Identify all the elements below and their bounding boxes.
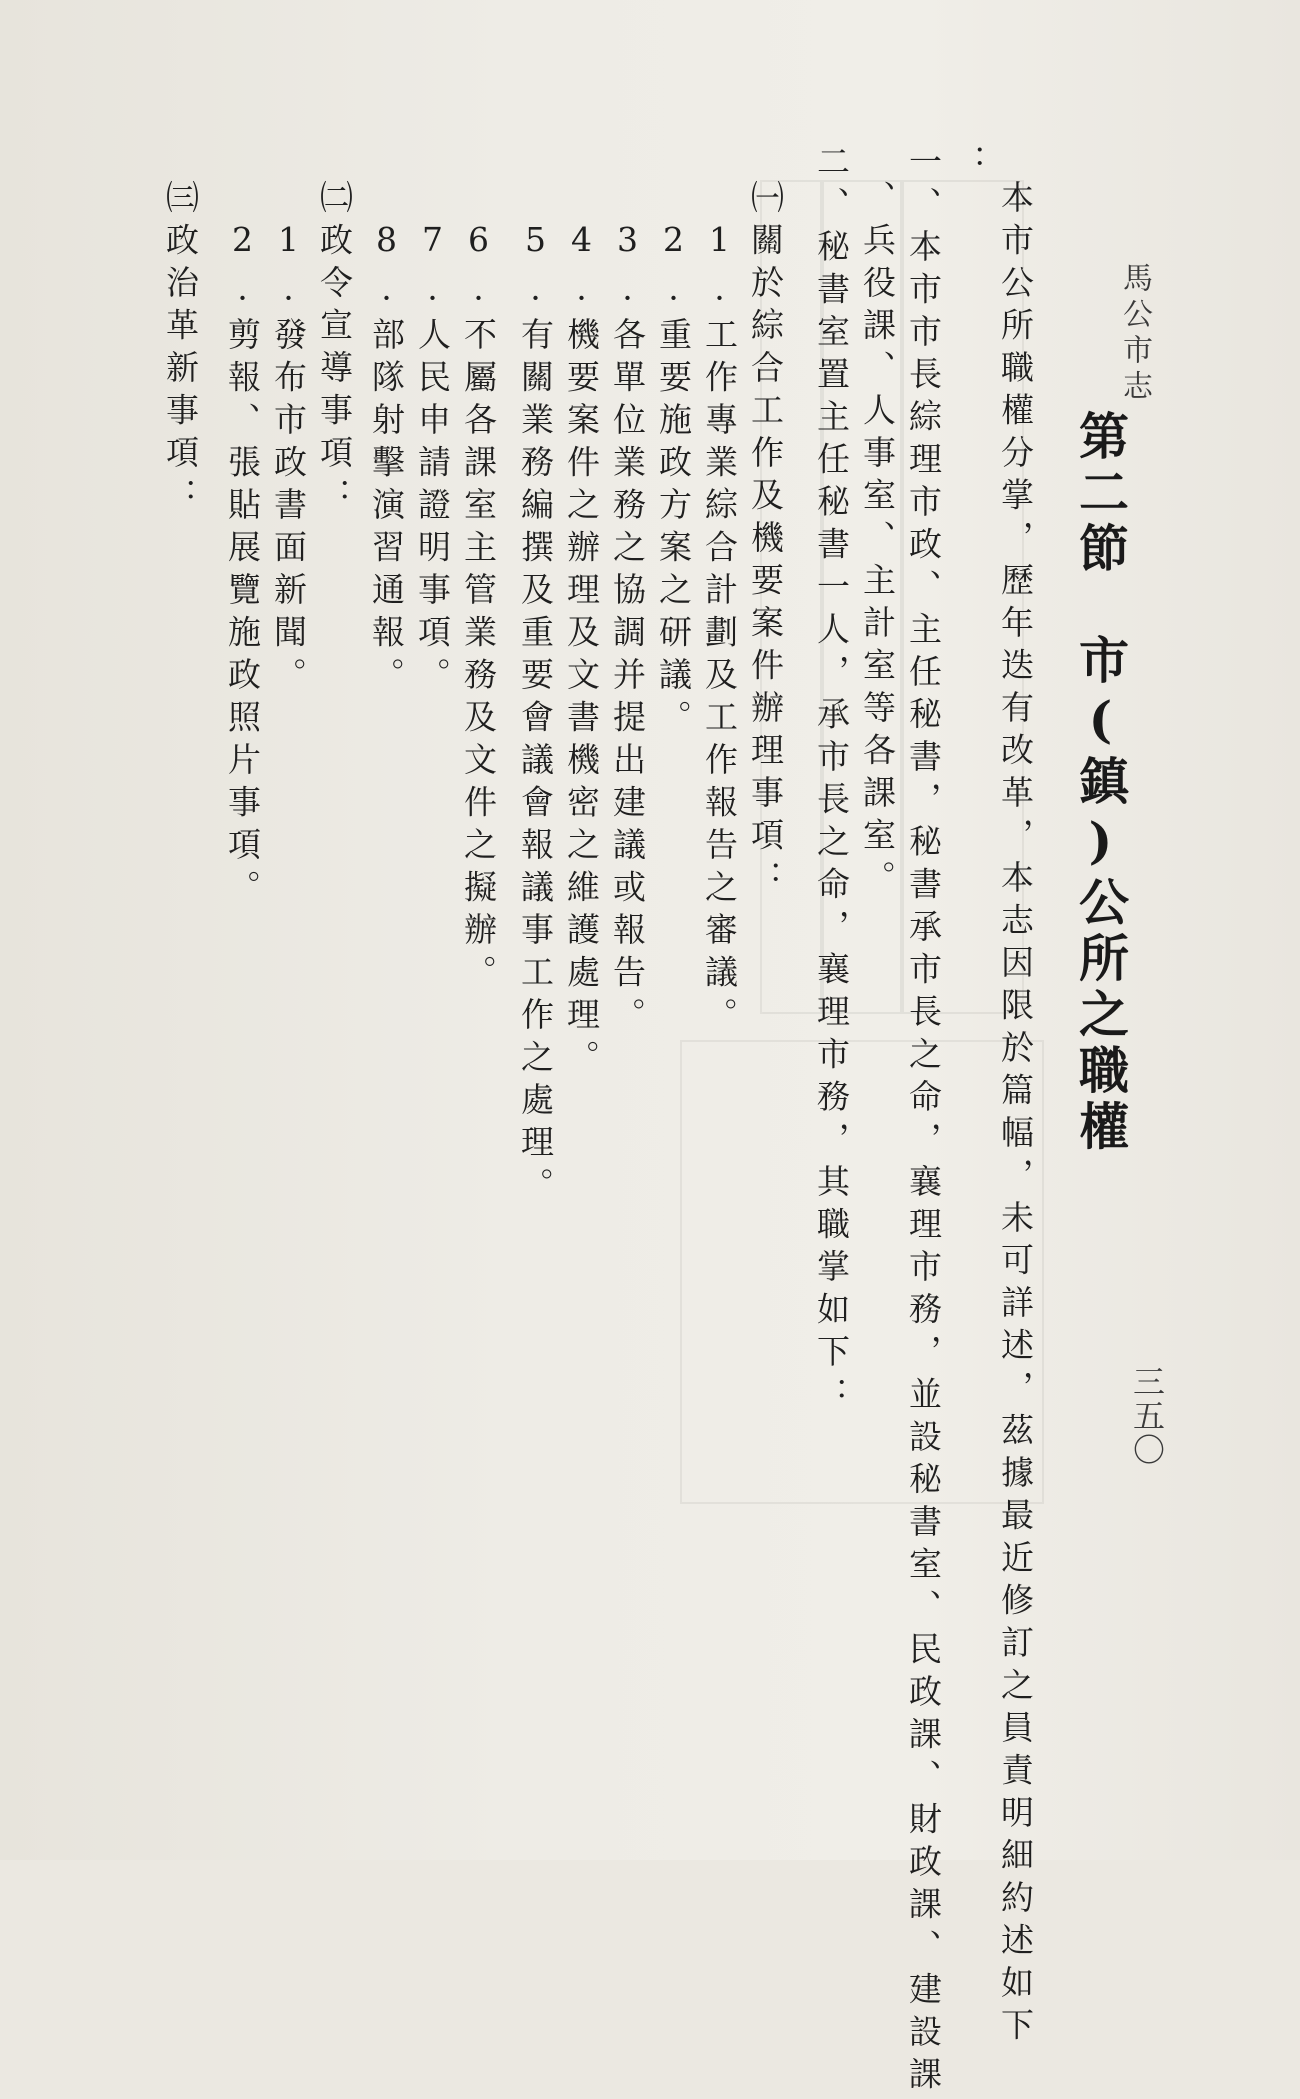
item-2: 二、秘書室置主任秘書一人，承市長之命，襄理市務，其職掌如下： [812, 144, 851, 1419]
subsection-1-item-2: 2.重要施政方案之研議。 [654, 220, 693, 742]
subsection-1-item-5: 5.有關業務編撰及重要會議會報議事工作之處理。 [516, 220, 555, 1210]
subsection-1-item-8: 8.部隊射擊演習通報。 [367, 220, 406, 700]
subsection-2-item-1: 1.發布市政書面新聞。 [269, 220, 308, 700]
running-header: 馬公市志 [1117, 262, 1152, 406]
subsection-1-heading: ㈠關於綜合工作及機要案件辦理事項： [746, 180, 785, 903]
item-1-cont: 、兵役課、人事室、主計室等各課室。 [858, 180, 897, 903]
paragraph-intro: 本市公所職權分掌，歷年迭有改革，本志因限於篇幅，未可詳述，茲據最近修訂之員責明細約述如下 [996, 180, 1035, 2050]
subsection-1-item-6: 6.不屬各課室主管業務及文件之擬辦。 [459, 220, 498, 997]
subsection-3-heading: ㈢政治革新事項： [161, 180, 200, 520]
subsection-2-heading: ㈡政令宣導事項： [315, 180, 354, 520]
subsection-1-item-1: 1.工作專業綜合計劃及工作報告之審議。 [700, 220, 739, 1040]
section-title: 第二節 市(鎮)公所之職權 [1071, 410, 1130, 1156]
subsection-1-item-4: 4.機要案件之辦理及文書機密之維護處理。 [562, 220, 601, 1082]
subsection-2-item-2: 2.剪報、張貼展覽施政照片事項。 [223, 220, 262, 912]
item-1: 一、本市市長綜理市政、主任秘書，秘書承市長之命，襄理市務，並設秘書室、民政課、財政課、建設課 [904, 144, 943, 2099]
paragraph-intro-cont: ： [950, 144, 989, 187]
subsection-1-item-7: 7.人民申請證明事項。 [413, 220, 452, 700]
subsection-1-item-3: 3.各單位業務之協調并提出建議或報告。 [608, 220, 647, 1040]
page-number: 三五〇 [1128, 1365, 1166, 1467]
